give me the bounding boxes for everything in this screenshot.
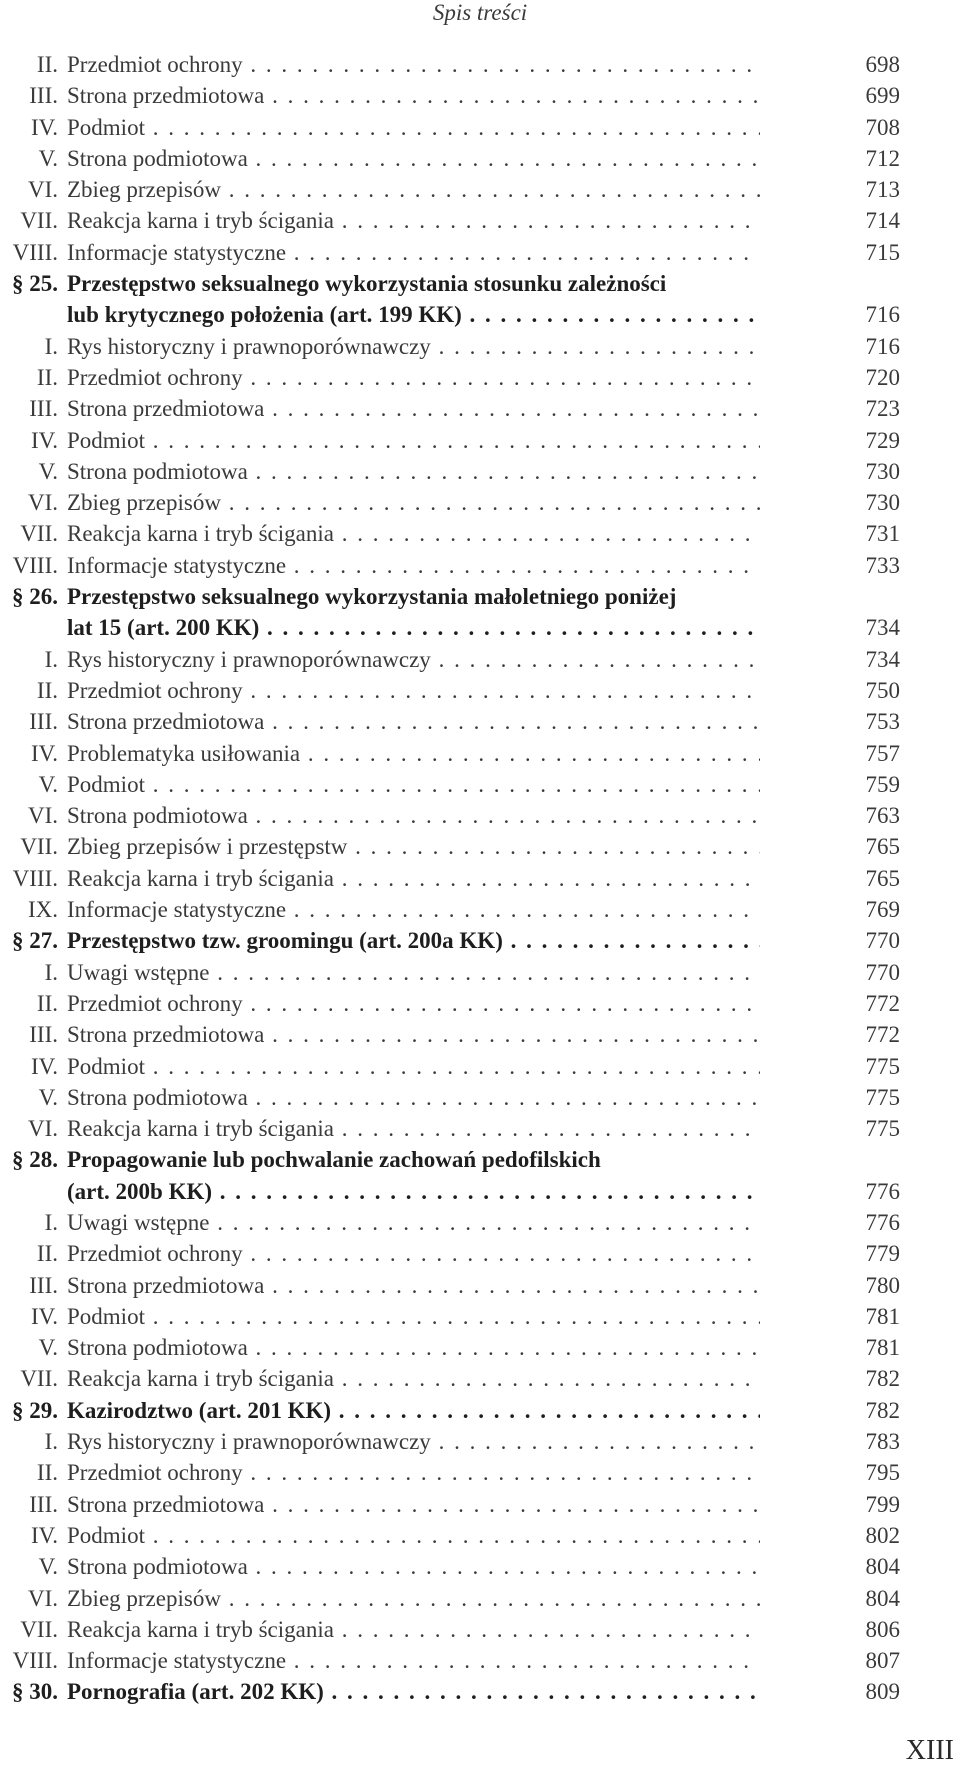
- toc-entry-title: Informacje statystyczne . . .: [67, 1645, 760, 1676]
- toc-entry-title: Strona podmiotowa . . .: [67, 456, 760, 487]
- toc-entry-number: VII.: [20, 521, 58, 547]
- toc-entry-title: Pornografia (art. 202 KK) . . .: [67, 1676, 760, 1707]
- toc-entry-number: II.: [36, 52, 58, 77]
- toc-entry[interactable]: [0, 706, 960, 737]
- toc-entry-number: I.: [44, 959, 58, 985]
- toc-entry[interactable]: [0, 362, 960, 393]
- toc-entry[interactable]: [0, 1520, 960, 1551]
- toc-entry[interactable]: [0, 894, 960, 925]
- toc-entry[interactable]: [0, 1238, 960, 1269]
- toc-entry-page: 723: [865, 396, 900, 422]
- toc-entry-number: V.: [38, 1335, 58, 1361]
- toc-entry-page: 750: [865, 677, 900, 703]
- toc-entry-number: III.: [29, 83, 58, 109]
- toc-entry-title: Strona podmiotowa . . .: [67, 800, 760, 831]
- toc-entry-page: 772: [865, 990, 900, 1016]
- toc-entry-number: III.: [29, 1491, 58, 1517]
- toc-entry-title: Strona podmiotowa . . .: [67, 143, 760, 174]
- toc-entry[interactable]: [0, 863, 960, 894]
- toc-entry-page: 807: [865, 1648, 900, 1674]
- toc-entry-number: VI.: [27, 803, 58, 829]
- running-head: Spis treści: [432, 0, 528, 25]
- toc-section-continuation[interactable]: [0, 612, 960, 643]
- toc-entry-number: VII.: [20, 1616, 58, 1642]
- toc-entry-number: IV.: [30, 427, 58, 453]
- toc-entry-title: Kazirodztwo (art. 201 KK) . . .: [67, 1395, 760, 1426]
- table-of-contents: [0, 49, 960, 1708]
- toc-entry-page: 769: [865, 897, 900, 923]
- toc-entry-title: Strona przedmiotowa . . .: [67, 1270, 760, 1301]
- toc-entry-title: Reakcja karna i tryb ścigania . . .: [67, 1113, 760, 1144]
- toc-entry-page: 779: [865, 1241, 900, 1267]
- toc-entry-number: I.: [44, 1429, 58, 1455]
- toc-entry[interactable]: [0, 738, 960, 769]
- toc-entry-number: I.: [44, 646, 58, 672]
- toc-entry-title: (art. 200b KK) . . .: [67, 1176, 760, 1207]
- toc-entry-title: lub krytycznego położenia (art. 199 KK) . . .: [67, 299, 760, 330]
- toc-entry-page: 757: [865, 740, 900, 766]
- toc-entry[interactable]: [0, 393, 960, 424]
- toc-section-continuation[interactable]: [0, 1176, 960, 1207]
- toc-entry-page: 806: [865, 1616, 900, 1642]
- toc-entry-page: 781: [865, 1335, 900, 1361]
- toc-entry-page: 698: [865, 52, 900, 77]
- toc-entry-page: 730: [865, 458, 900, 484]
- toc-entry-number: II.: [36, 1460, 58, 1486]
- toc-entry-page: 699: [865, 83, 900, 109]
- toc-entry-number: § 28.: [12, 1147, 58, 1173]
- toc-entry-title: Strona przedmiotowa . . .: [67, 1489, 760, 1520]
- toc-entry-page: 720: [865, 364, 900, 390]
- toc-entry-title: Przestępstwo seksualnego wykorzystania małoletniego poniżej: [67, 584, 677, 610]
- toc-entry-title: Strona podmiotowa . . .: [67, 1332, 760, 1363]
- toc-entry-page: 804: [865, 1585, 900, 1611]
- toc-entry-page: 782: [865, 1366, 900, 1392]
- toc-entry-title: Rys historyczny i prawnoporównawczy . . .: [67, 331, 760, 362]
- toc-entry[interactable]: [0, 1270, 960, 1301]
- toc-entry-number: III.: [29, 1022, 58, 1048]
- toc-entry-page: 712: [865, 145, 900, 171]
- toc-entry[interactable]: [0, 1614, 960, 1645]
- toc-entry-page: 765: [865, 834, 900, 860]
- toc-entry[interactable]: [0, 487, 960, 518]
- toc-entry-number: I.: [44, 333, 58, 359]
- toc-entry[interactable]: [0, 1332, 960, 1363]
- toc-entry-title: Strona przedmiotowa . . .: [67, 706, 760, 737]
- toc-entry-title: Rys historyczny i prawnoporównawczy . . .: [67, 1426, 760, 1457]
- toc-entry-page: 763: [865, 803, 900, 829]
- toc-entry[interactable]: [0, 1207, 960, 1238]
- toc-entry[interactable]: [0, 1457, 960, 1488]
- toc-entry-number: § 27.: [12, 928, 58, 954]
- toc-entry-title: Reakcja karna i tryb ścigania . . .: [67, 1363, 760, 1394]
- toc-entry-number: IX.: [27, 897, 58, 923]
- toc-entry-number: IV.: [30, 1303, 58, 1329]
- toc-entry-title: Reakcja karna i tryb ścigania . . .: [67, 518, 760, 549]
- toc-entry-number: VII.: [20, 834, 58, 860]
- toc-entry[interactable]: [0, 988, 960, 1019]
- toc-section-entry[interactable]: [0, 1144, 960, 1175]
- toc-entry-page: 759: [865, 771, 900, 797]
- toc-entry-page: 799: [865, 1491, 900, 1517]
- toc-entry-page: 809: [865, 1679, 900, 1705]
- toc-entry-page: 802: [865, 1522, 900, 1548]
- toc-entry-number: VI.: [27, 177, 58, 203]
- toc-entry-page: 782: [865, 1397, 900, 1423]
- toc-entry-page: 776: [865, 1178, 900, 1204]
- toc-entry-page: 730: [865, 490, 900, 516]
- toc-entry-page: 731: [865, 521, 900, 547]
- toc-entry-number: V.: [38, 771, 58, 797]
- toc-entry[interactable]: [0, 800, 960, 831]
- toc-entry-page: 714: [865, 208, 900, 234]
- toc-entry-number: VI.: [27, 1585, 58, 1611]
- toc-entry[interactable]: [0, 957, 960, 988]
- toc-entry[interactable]: [0, 112, 960, 143]
- toc-entry-page: 772: [865, 1022, 900, 1048]
- toc-entry[interactable]: [0, 1082, 960, 1113]
- toc-entry-number: II.: [36, 677, 58, 703]
- page-folio: XIII: [905, 1735, 954, 1766]
- toc-entry-title: Podmiot . . .: [67, 1301, 760, 1332]
- toc-entry-page: 716: [865, 333, 900, 359]
- toc-entry-page: 733: [865, 552, 900, 578]
- toc-entry-number: VII.: [20, 1366, 58, 1392]
- toc-entry[interactable]: [0, 425, 960, 456]
- toc-entry-page: 734: [865, 615, 900, 641]
- toc-entry[interactable]: [0, 456, 960, 487]
- toc-entry-page: 713: [865, 177, 900, 203]
- toc-entry-title: Przedmiot ochrony . . .: [67, 988, 760, 1019]
- toc-entry-number: VIII.: [12, 239, 58, 265]
- toc-section-entry[interactable]: [0, 925, 960, 956]
- toc-section-entry[interactable]: [0, 268, 960, 299]
- toc-entry-number: VIII.: [12, 552, 58, 578]
- toc-entry-title: Strona przedmiotowa . . .: [67, 80, 760, 111]
- toc-entry-title: Przedmiot ochrony . . .: [67, 49, 760, 80]
- toc-entry-title: Podmiot . . .: [67, 112, 760, 143]
- toc-entry[interactable]: [0, 644, 960, 675]
- toc-entry-page: 795: [865, 1460, 900, 1486]
- toc-entry-title: Przedmiot ochrony . . .: [67, 1457, 760, 1488]
- toc-entry-title: Podmiot . . .: [67, 769, 760, 800]
- toc-entry-title: Rys historyczny i prawnoporównawczy . . .: [67, 644, 760, 675]
- toc-entry[interactable]: [0, 205, 960, 236]
- toc-entry[interactable]: [0, 143, 960, 174]
- toc-entry-page: 765: [865, 865, 900, 891]
- toc-entry-page: 783: [865, 1429, 900, 1455]
- toc-entry-title: Podmiot . . .: [67, 1520, 760, 1551]
- toc-entry-title: lat 15 (art. 200 KK) . . .: [67, 612, 760, 643]
- toc-entry-number: IV.: [30, 1522, 58, 1548]
- toc-entry[interactable]: [0, 831, 960, 862]
- toc-entry-title: Przestępstwo tzw. groomingu (art. 200a KK) . . .: [67, 925, 760, 956]
- toc-entry-number: I.: [44, 1209, 58, 1235]
- toc-entry-number: § 29.: [12, 1397, 58, 1423]
- toc-entry-number: II.: [36, 364, 58, 390]
- toc-entry[interactable]: [0, 331, 960, 362]
- toc-entry-title: Zbieg przepisów . . .: [67, 1583, 760, 1614]
- toc-entry-page: 775: [865, 1053, 900, 1079]
- toc-entry-title: Zbieg przepisów . . .: [67, 487, 760, 518]
- toc-entry-number: VI.: [27, 1116, 58, 1142]
- toc-entry-title: Reakcja karna i tryb ścigania . . .: [67, 205, 760, 236]
- toc-entry[interactable]: [0, 1583, 960, 1614]
- toc-entry-number: § 30.: [12, 1679, 58, 1705]
- toc-entry-number: III.: [29, 1272, 58, 1298]
- toc-entry-number: IV.: [30, 1053, 58, 1079]
- toc-entry-title: Strona podmiotowa . . .: [67, 1082, 760, 1113]
- toc-entry[interactable]: [0, 1301, 960, 1332]
- toc-entry[interactable]: [0, 1051, 960, 1082]
- toc-entry-page: 770: [865, 928, 900, 954]
- toc-entry-number: VI.: [27, 490, 58, 516]
- toc-section-entry[interactable]: [0, 1395, 960, 1426]
- toc-entry-number: V.: [38, 1554, 58, 1580]
- toc-section-entry[interactable]: [0, 1676, 960, 1707]
- toc-section-continuation[interactable]: [0, 299, 960, 330]
- toc-entry[interactable]: [0, 237, 960, 268]
- toc-entry-title: Zbieg przepisów . . .: [67, 174, 760, 205]
- toc-entry[interactable]: [0, 1113, 960, 1144]
- toc-entry-number: VIII.: [12, 1648, 58, 1674]
- toc-entry-number: II.: [36, 990, 58, 1016]
- toc-entry-title: Podmiot . . .: [67, 1051, 760, 1082]
- toc-entry-title: Podmiot . . .: [67, 425, 760, 456]
- toc-entry[interactable]: [0, 1551, 960, 1582]
- toc-entry-page: 770: [865, 959, 900, 985]
- toc-entry-title: Uwagi wstępne . . .: [67, 957, 760, 988]
- toc-entry-number: VIII.: [12, 865, 58, 891]
- toc-entry-title: Uwagi wstępne . . .: [67, 1207, 760, 1238]
- toc-entry-page: 716: [865, 302, 900, 328]
- toc-entry-title: Reakcja karna i tryb ścigania . . .: [67, 1614, 760, 1645]
- toc-entry-page: 781: [865, 1303, 900, 1329]
- toc-entry[interactable]: [0, 1019, 960, 1050]
- toc-entry[interactable]: [0, 1426, 960, 1457]
- toc-entry-page: 729: [865, 427, 900, 453]
- toc-entry-title: Problematyka usiłowania . . .: [67, 738, 760, 769]
- toc-entry-page: 804: [865, 1554, 900, 1580]
- toc-entry-title: Informacje statystyczne . . .: [67, 550, 760, 581]
- toc-entry-title: Przedmiot ochrony . . .: [67, 675, 760, 706]
- toc-entry-title: Przedmiot ochrony . . .: [67, 362, 760, 393]
- toc-entry-number: III.: [29, 709, 58, 735]
- toc-entry-number: V.: [38, 1084, 58, 1110]
- toc-entry-page: 775: [865, 1084, 900, 1110]
- toc-entry-number: V.: [38, 458, 58, 484]
- toc-entry[interactable]: [0, 1489, 960, 1520]
- toc-entry-title: Strona przedmiotowa . . .: [67, 393, 760, 424]
- toc-entry-number: § 25.: [12, 271, 58, 297]
- toc-entry-number: II.: [36, 1241, 58, 1267]
- toc-entry-title: Przestępstwo seksualnego wykorzystania stosunku zależności: [67, 271, 667, 297]
- toc-entry[interactable]: [0, 1363, 960, 1394]
- toc-entry-number: IV.: [30, 114, 58, 140]
- toc-entry-title: Strona podmiotowa . . .: [67, 1551, 760, 1582]
- toc-entry[interactable]: [0, 675, 960, 706]
- toc-entry[interactable]: [0, 1645, 960, 1676]
- toc-entry[interactable]: [0, 518, 960, 549]
- toc-entry-page: 734: [865, 646, 900, 672]
- toc-entry-number: III.: [29, 396, 58, 422]
- toc-entry-title: Przedmiot ochrony . . .: [67, 1238, 760, 1269]
- toc-entry-title: Propagowanie lub pochwalanie zachowań pedofilskich: [67, 1147, 601, 1173]
- toc-entry[interactable]: [0, 49, 960, 80]
- toc-entry-page: 715: [865, 239, 900, 265]
- toc-entry[interactable]: [0, 769, 960, 800]
- toc-section-entry[interactable]: [0, 581, 960, 612]
- toc-entry-number: IV.: [30, 740, 58, 766]
- toc-entry-title: Informacje statystyczne . . .: [67, 894, 760, 925]
- toc-entry[interactable]: [0, 174, 960, 205]
- toc-entry-page: 776: [865, 1209, 900, 1235]
- toc-entry-page: 780: [865, 1272, 900, 1298]
- toc-entry-title: Strona przedmiotowa . . .: [67, 1019, 760, 1050]
- toc-entry-title: Zbieg przepisów i przestępstw . . .: [67, 831, 760, 862]
- toc-entry-title: Reakcja karna i tryb ścigania . . .: [67, 863, 760, 894]
- toc-entry-page: 775: [865, 1116, 900, 1142]
- toc-entry[interactable]: [0, 80, 960, 111]
- toc-entry-title: Informacje statystyczne . . .: [67, 237, 760, 268]
- toc-entry-number: VII.: [20, 208, 58, 234]
- toc-entry-page: 708: [865, 114, 900, 140]
- toc-entry-number: V.: [38, 145, 58, 171]
- toc-entry-number: § 26.: [12, 584, 58, 610]
- toc-entry[interactable]: [0, 550, 960, 581]
- toc-entry-page: 753: [865, 709, 900, 735]
